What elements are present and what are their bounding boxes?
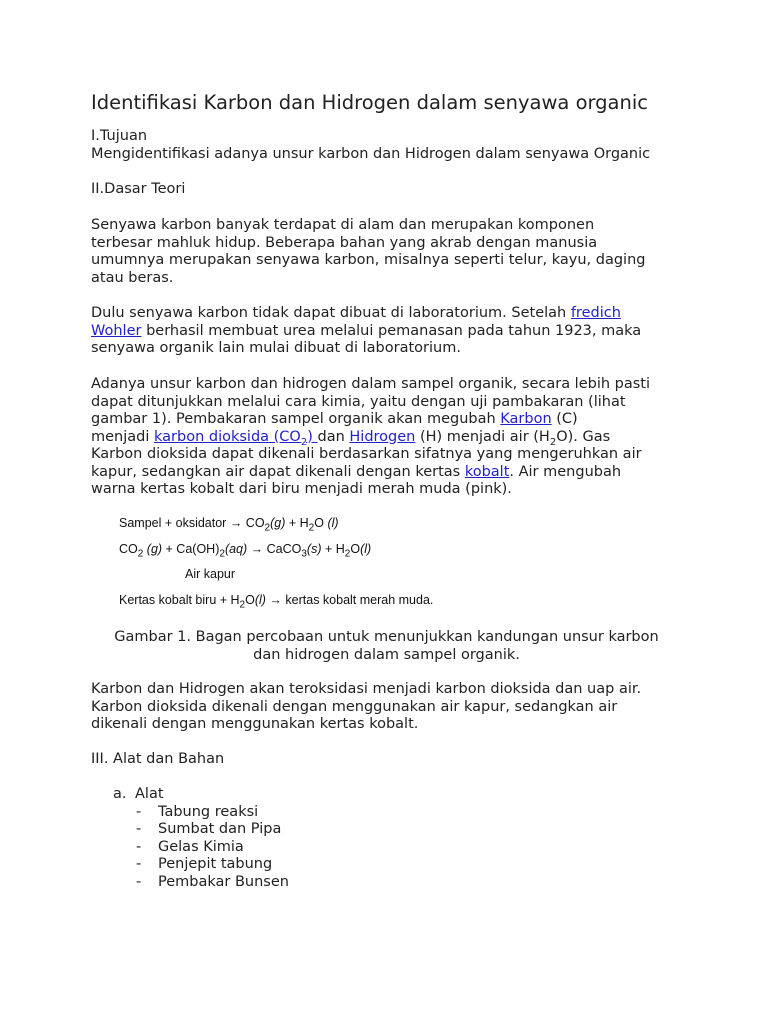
link-hidrogen[interactable]: Hidrogen	[349, 428, 416, 445]
text-run: . Air mengubah	[509, 463, 622, 480]
section-heading-alat-bahan	[91, 751, 691, 769]
eq-text: → CaCO	[247, 542, 302, 556]
alat-bahan-heading: III. Alat dan Bahan	[91, 751, 225, 767]
paragraph-1	[91, 217, 691, 287]
tujuan-text: Mengidentifikasi adanya unsur karbon dan Hidrogen dalam senyawa Organic	[91, 145, 651, 162]
paragraph-3	[91, 376, 691, 499]
paragraph-4	[91, 681, 691, 734]
list-item-text: Pembakar Bunsen	[158, 873, 289, 890]
text-run: berhasil membuat urea melalui pemanasan pada tahun 1923, maka	[141, 322, 642, 339]
list-subheading-label: Alat	[135, 786, 164, 802]
caption-line: Gambar 1. Bagan percobaan untuk menunjukkan kandungan unsur karbon	[114, 629, 659, 645]
eq-state: (s)	[306, 542, 322, 556]
list-item-text: Gelas Kimia	[158, 838, 244, 855]
link-karbon-dioksida[interactable]	[154, 428, 318, 448]
dash-marker: -	[136, 856, 142, 872]
list-item-text: Tabung reaksi	[158, 803, 259, 820]
eq-text: + Ca(OH)	[162, 542, 220, 556]
text-run: menjadi	[91, 428, 154, 445]
text-run: (C)	[551, 411, 578, 427]
subscript: 2	[344, 548, 351, 560]
text-run: gambar 1). Pembakaran sampel organik akan megubah	[91, 411, 501, 427]
paragraph-line: dikenali dengan menggunakan kertas kobalt.	[91, 716, 419, 732]
subscript: 2	[137, 548, 144, 560]
paragraph-line: terbesar mahluk hidup. Beberapa bahan yang akrab dengan manusia	[91, 234, 598, 251]
list-item-text: Sumbat dan Pipa	[158, 821, 282, 837]
list-item-text: Penjepit tabung	[158, 856, 273, 872]
list-item	[91, 821, 691, 839]
list-marker: a.	[113, 786, 127, 802]
paragraph-line	[91, 411, 691, 429]
text-run: dan	[317, 428, 350, 445]
list-subheading-alat	[91, 786, 691, 804]
link-fredich-wohler[interactable]: fredich	[570, 305, 621, 321]
caption-line: dan hidrogen dalam sampel organik.	[253, 646, 520, 663]
figure-caption	[91, 629, 682, 664]
link-wohler[interactable]: Wohler	[91, 322, 142, 339]
text-run: (H) menjadi air (H	[415, 428, 550, 445]
dash-marker: -	[136, 873, 142, 890]
paragraph-line: senyawa organik lain mulai dibuat di laboratorium.	[91, 340, 461, 356]
list-item	[91, 856, 691, 874]
link-text: karbon dioksida (CO	[154, 428, 301, 445]
dash-marker: -	[136, 821, 142, 837]
eq-state: (aq)	[224, 542, 248, 556]
paragraph-line: atau beras.	[91, 269, 174, 286]
eq-state: (l)	[360, 542, 372, 556]
paragraph-line: Karbon dioksida dapat dikenali berdasarkan sifatnya yang mengeruhkan air	[91, 446, 642, 462]
document-title: Identifikasi Karbon dan Hidrogen dalam senyawa organic	[91, 91, 648, 114]
paragraph-line: warna kertas kobalt dari biru menjadi merah muda (pink).	[91, 481, 512, 497]
eq-text: + H	[285, 516, 309, 530]
eq-state: (g)	[270, 516, 286, 530]
paragraph-line	[91, 323, 691, 341]
equation-line-1	[119, 516, 339, 534]
equation-label-air-kapur: Air kapur	[185, 567, 236, 581]
paragraph-line	[91, 305, 691, 323]
eq-state: (l)	[254, 593, 266, 607]
paragraph-line: dapat ditunjukkan melalui cara kimia, yaitu dengan uji pambakaran (lihat	[91, 393, 626, 410]
link-karbon[interactable]: Karbon	[500, 411, 552, 427]
paragraph-2	[91, 305, 691, 358]
eq-text: CO	[119, 542, 138, 556]
dash-marker: -	[136, 803, 142, 820]
eq-text: + H	[321, 542, 345, 556]
subscript: 2	[219, 548, 225, 560]
paragraph-line: Karbon dan Hidrogen akan teroksidasi menjadi karbon dioksida dan uap air.	[91, 681, 642, 697]
subscript: 2	[549, 436, 557, 448]
alat-list	[91, 786, 691, 891]
section-heading-dasar-teori	[91, 181, 691, 199]
subscript: 2	[308, 522, 315, 534]
subscript: 2	[300, 436, 308, 448]
text-run: kapur, sedangkan air dapat dikenali dengan kertas	[91, 463, 465, 480]
eq-text: Kertas kobalt biru + H	[119, 593, 240, 607]
equation-line-3	[119, 593, 434, 611]
list-item	[91, 874, 691, 892]
paragraph-line: Adanya unsur karbon dan hidrogen dalam sampel organik, secara lebih pasti	[91, 376, 651, 392]
subscript: 2	[264, 522, 271, 534]
equation-line-2	[119, 542, 372, 560]
paragraph-line: Karbon dioksida dikenali dengan menggunakan air kapur, sedangkan air	[91, 698, 618, 715]
eq-text: O	[314, 516, 328, 530]
link-kobalt[interactable]: kobalt	[464, 463, 510, 480]
list-item	[91, 804, 691, 822]
list-item	[91, 839, 691, 857]
subscript: 2	[239, 599, 246, 611]
eq-text: → kertas kobalt merah muda.	[265, 593, 434, 607]
text-run: O). Gas	[556, 428, 611, 445]
eq-text: O	[245, 593, 255, 607]
eq-text: O	[350, 542, 361, 556]
paragraph-line: Senyawa karbon banyak terdapat di alam dan merupakan komponen	[91, 217, 595, 233]
paragraph-line: umumnya merupakan senyawa karbon, misalnya seperti telur, kayu, daging	[91, 252, 646, 268]
paragraph-line	[91, 464, 691, 482]
text-run: Dulu senyawa karbon tidak dapat dibuat di laboratorium. Setelah	[91, 305, 571, 321]
link-text: )	[307, 428, 318, 445]
dash-marker: -	[136, 838, 142, 855]
dasar-teori-heading: II.Dasar Teori	[91, 181, 186, 197]
eq-state: (l)	[327, 516, 339, 530]
eq-text: Sampel + oksidator → CO	[119, 516, 265, 530]
subscript: 3	[301, 548, 307, 560]
eq-state: (g)	[143, 542, 163, 556]
paragraph-line	[91, 429, 691, 447]
section-heading-tujuan: I.Tujuan	[91, 128, 148, 144]
section-tujuan	[91, 128, 691, 163]
